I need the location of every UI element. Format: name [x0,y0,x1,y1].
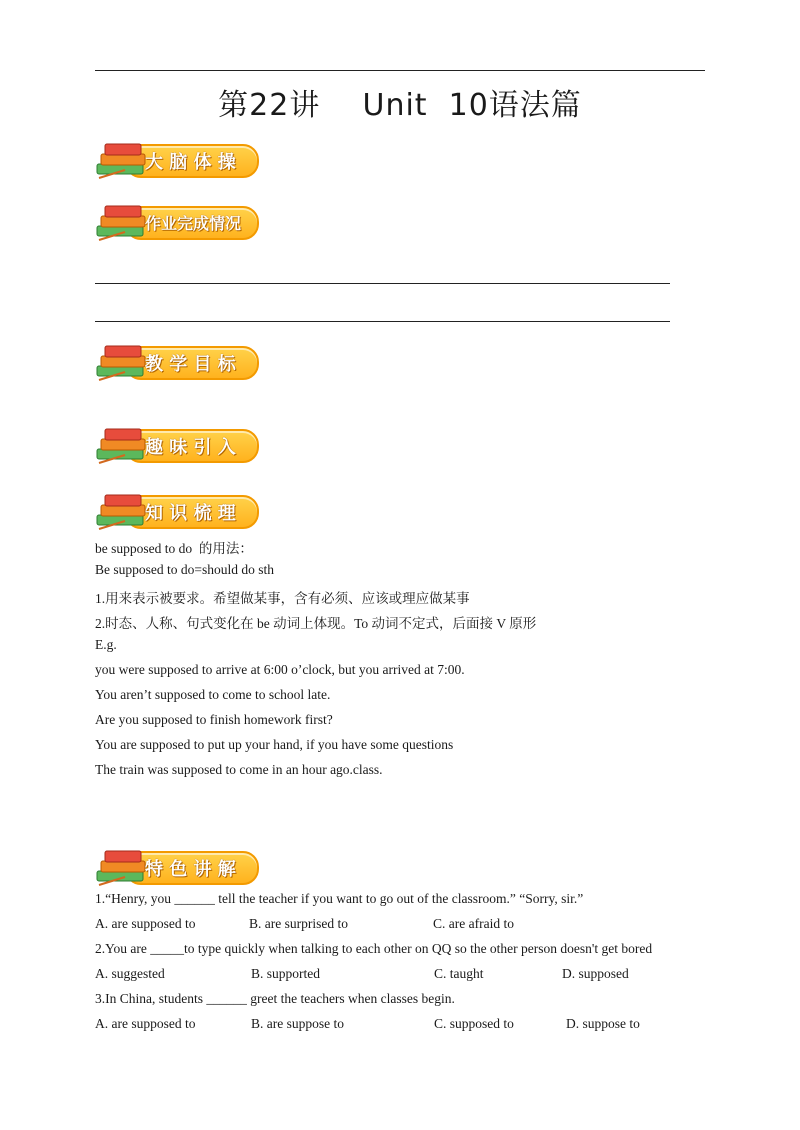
section-label: 作业完成情况 [145,214,242,233]
blank-line [95,283,670,284]
blank-line [95,321,670,322]
section-badge-knowledge-review [95,489,265,533]
section-label: 特 色 讲 解 [145,859,236,880]
question-stem: 3.In China, students ______ greet the teachers when classes begin. [95,991,455,1006]
section-badge-fun-intro [95,423,265,467]
top-rule [95,70,705,71]
question-option: D. supposed [562,966,629,981]
question-stem: 1.“Henry, you ______ tell the teacher if you want to go out of the classroom.” “Sorry, sir.” [95,891,584,906]
knowledge-line: You are supposed to put up your hand, if you have some questions [95,737,454,752]
section-badge-featured-explanation [95,845,265,889]
question-stem: 2.You are _____to type quickly when talking to each other on QQ so the other person doesn't get bored [95,941,653,956]
knowledge-line: You aren’t supposed to come to school late. [95,687,331,702]
question-option: D. suppose to [566,1016,640,1031]
section-label: 教 学 目 标 [145,354,236,375]
knowledge-line: Be supposed to do=should do sth [95,562,274,577]
question-option: A. are supposed to [95,1016,196,1031]
knowledge-line: you were supposed to arrive at 6:00 o’clock, but you arrived at 7:00. [95,662,465,677]
question-option: C. supposed to [434,1016,514,1031]
section-label: 趣 味 引 入 [145,437,236,458]
question-option: B. supported [251,966,320,981]
question-option: B. are surprised to [249,916,348,931]
section-label: 大 脑 体 操 [145,152,236,173]
knowledge-line: E.g. [95,637,117,652]
knowledge-line: Are you supposed to finish homework first? [95,712,333,727]
section-badge-teaching-goals [95,340,265,384]
section-badge-brain-exercise [95,138,265,182]
knowledge-line: The train was supposed to come in an hour ago.class. [95,762,383,777]
knowledge-line: 1.用来表示被要求。希望做某事，含有必须、应该或理应做某事 [95,591,470,606]
section-label: 知 识 梳 理 [145,503,236,524]
page-title: 第22讲 Unit 10语法篇 [218,88,582,123]
question-option: A. are supposed to [95,916,196,931]
question-option: A. suggested [95,966,165,981]
knowledge-line: 2.时态、人称、句式变化在 be 动词上体现。To 动词不定式，后面接 V 原形 [95,616,537,631]
question-option: C. taught [434,966,484,981]
section-badge-homework-status [95,200,265,244]
question-option: B. are suppose to [251,1016,344,1031]
knowledge-line: be supposed to do 的用法： [95,541,253,556]
question-option: C. are afraid to [433,916,514,931]
